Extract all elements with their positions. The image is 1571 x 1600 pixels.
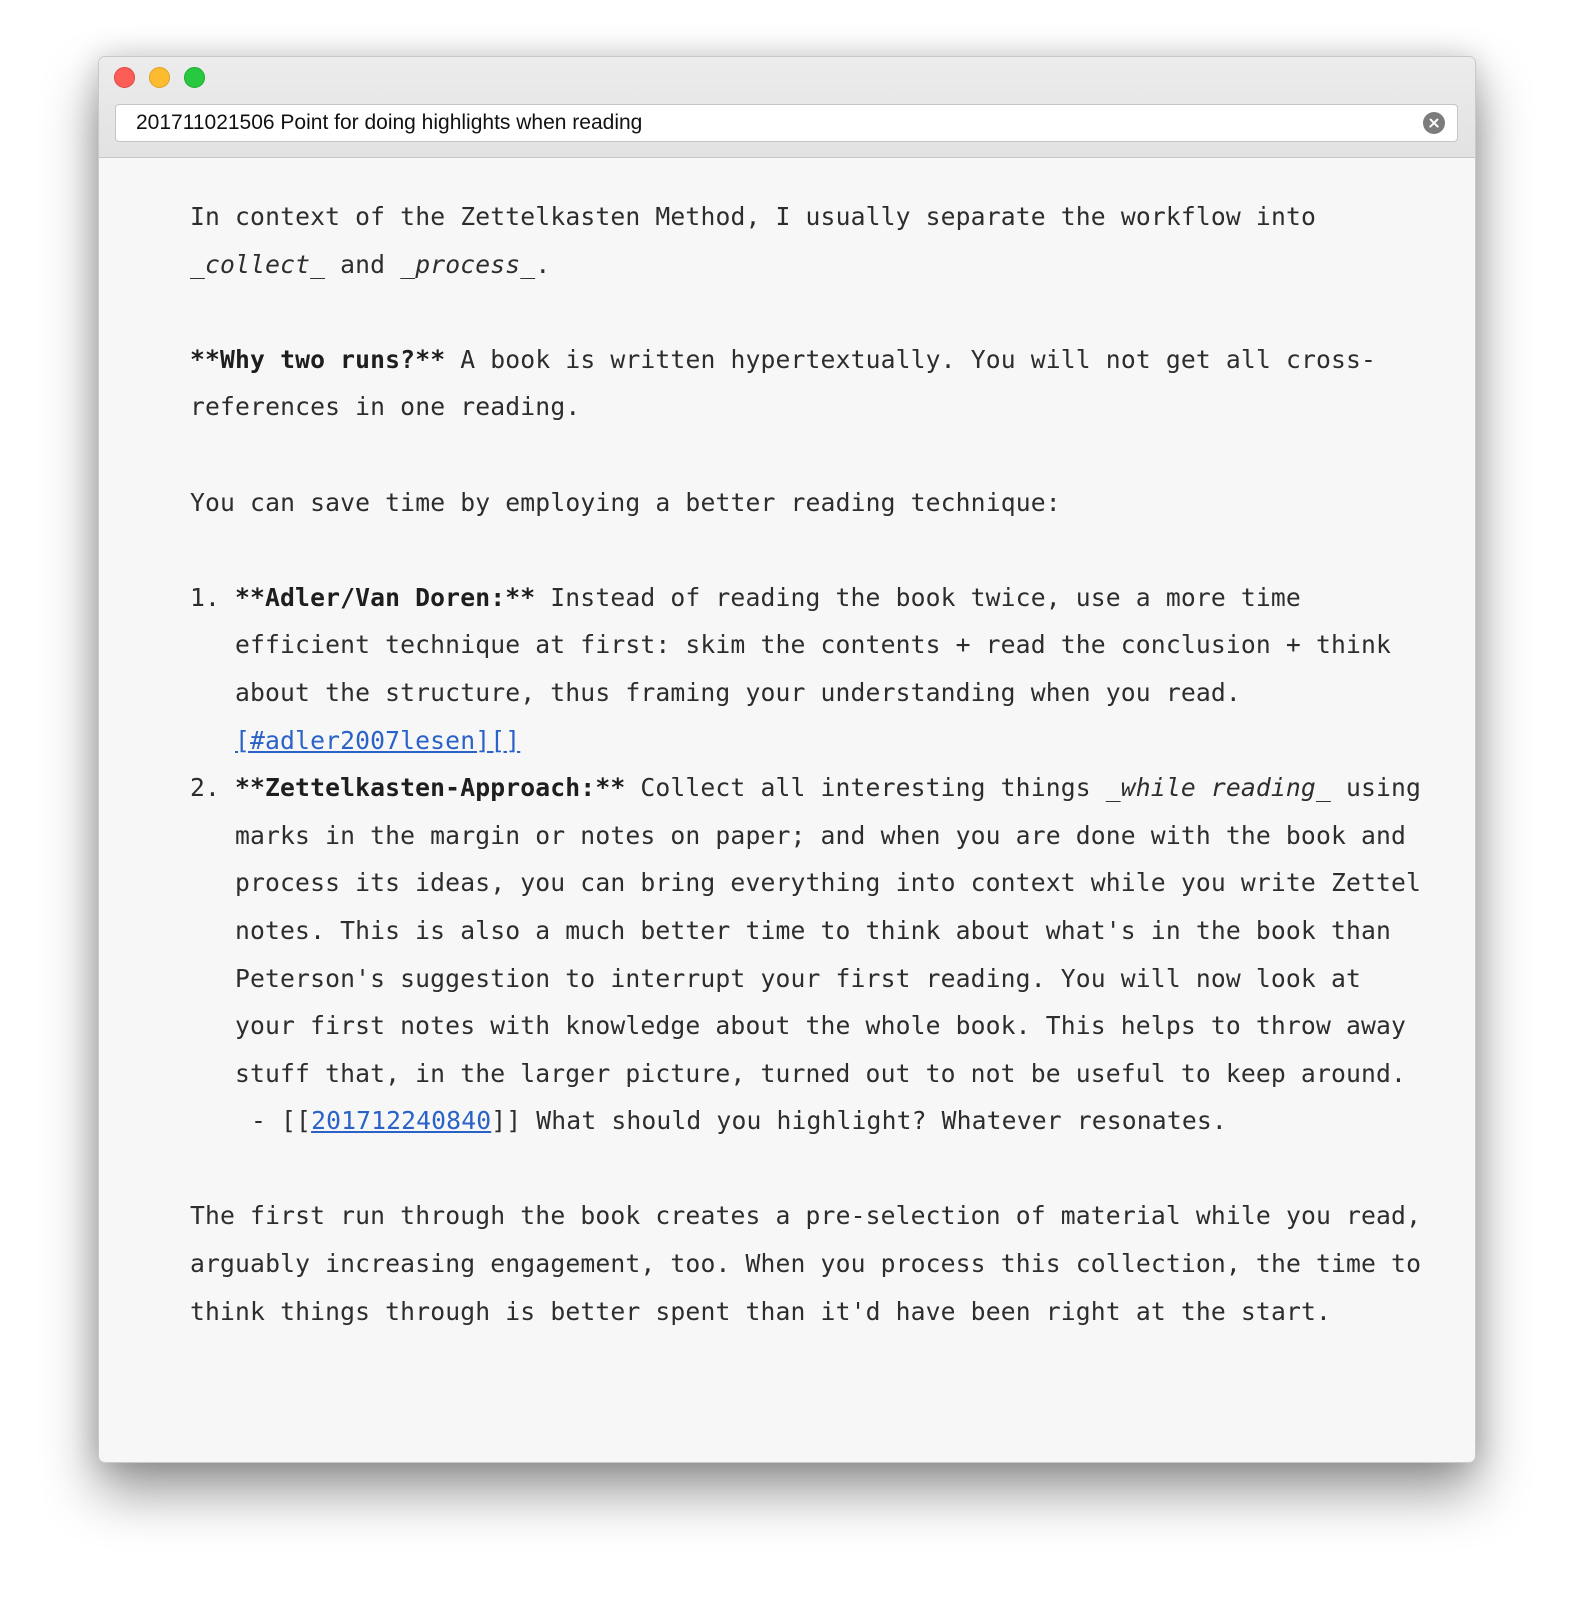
- list-item-text: Collect all interesting things: [625, 773, 1106, 803]
- paragraph-workflow: [190, 193, 1430, 288]
- app-window: [98, 56, 1476, 1463]
- minimize-window-button[interactable]: [149, 67, 170, 88]
- paragraph-text: .: [535, 249, 551, 279]
- paragraph-reading-technique: You can save time by employing a better reading technique:: [190, 487, 1061, 517]
- paragraph-text: A book is written hypertextually. You will not get all cross-references in one reading.: [190, 344, 1377, 422]
- sub-list-text: ]] What should you highlight? Whatever resonates.: [491, 1106, 1227, 1136]
- bold-heading: **Adler/Van Doren:**: [235, 582, 536, 612]
- list-item: [190, 764, 1430, 1145]
- close-window-button[interactable]: [114, 67, 135, 88]
- note-editor[interactable]: [190, 193, 1430, 1383]
- paragraph-first-run: The first run through the book creates a pre-selection of material while you read, arguably increasing engagement, too. When you process this collection, the time to think things through is better spent than it'd have been right at the start.: [190, 1201, 1422, 1326]
- emphasis-collect: _collect_: [190, 249, 326, 279]
- note-title-search-field[interactable]: [115, 104, 1458, 142]
- wiki-link-bracket: - [[: [251, 1106, 312, 1136]
- list-marker: 2.: [190, 773, 221, 803]
- sub-list-item: [235, 1097, 1430, 1145]
- paragraph-text: In context of the Zettelkasten Method, I usually separate the workflow into: [190, 202, 1316, 231]
- emphasis-while-reading: _while reading_: [1105, 773, 1331, 803]
- paragraph-why-two-runs: [190, 336, 1430, 431]
- list-item-text: Instead of reading the book twice, use a more time efficient technique at first: skim the contents + read the conclusion + think about the structure, thus framing your understanding when you read.: [235, 582, 1392, 707]
- emphasis-process: _process_: [400, 249, 536, 279]
- bold-heading: **Zettelkasten-Approach:**: [235, 773, 626, 803]
- list-item-text: using marks in the margin or notes on paper; and when you are done with the book and process its ideas, you can bring everything into context while you write Zettel notes. This is also a much better time to think about what's in the book than Peterson's suggestion to interrupt your first reading. You will now look at your first notes with knowledge about the whole book. This helps to throw away stuff that, in the larger picture, turned out to not be useful to keep around.: [235, 773, 1422, 1088]
- list-item: [190, 574, 1430, 764]
- clear-search-icon[interactable]: [1423, 112, 1445, 134]
- paragraph-text: and: [325, 249, 401, 279]
- zoom-window-button[interactable]: [184, 67, 205, 88]
- title-bar: [99, 57, 1475, 158]
- citation-link[interactable]: [#adler2007lesen][]: [235, 725, 521, 755]
- wiki-link[interactable]: 201712240840: [311, 1106, 492, 1136]
- list-marker: 1.: [190, 582, 221, 612]
- bold-heading: **Why two runs?**: [190, 344, 446, 374]
